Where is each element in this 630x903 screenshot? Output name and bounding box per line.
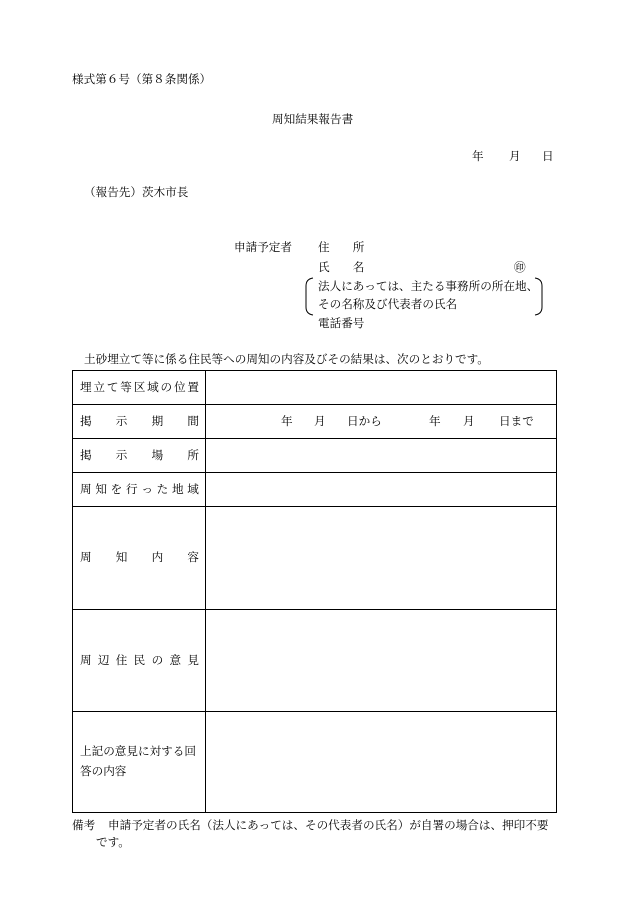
label-char: 区	[133, 380, 146, 394]
label-char: た	[156, 482, 169, 496]
table-row	[73, 439, 557, 473]
remarks-line1: 申請予定者の氏名（法人にあっては、その代表者の氏名）が自署の場合は、押印不要	[108, 819, 549, 832]
notified-area-label	[80, 483, 199, 497]
notified-area-value	[206, 473, 557, 507]
label-char: 位	[173, 380, 186, 394]
table-row	[73, 712, 557, 813]
resident-opinions-label	[80, 654, 199, 668]
label-char: 周	[80, 551, 92, 564]
notice-content-value	[206, 507, 557, 610]
period-to-day: 日まで	[499, 414, 534, 428]
label-char: 域	[147, 380, 159, 394]
document-title: 周知結果報告書	[272, 113, 354, 126]
label-char: 掲	[80, 448, 92, 462]
row-label-cell	[73, 371, 206, 405]
period-from-day: 日から	[347, 414, 382, 428]
right-bracket	[535, 278, 542, 315]
posting-place-label	[80, 449, 199, 463]
label-char: 周	[80, 482, 92, 496]
phone-label: 電話番号	[318, 317, 365, 330]
label-char: 行	[125, 482, 138, 496]
label-char: 意	[169, 653, 182, 667]
corp-note-line1: 法人にあっては、主たる事務所の所在地、	[318, 280, 539, 293]
table-row	[73, 371, 557, 405]
row-label-cell	[73, 712, 206, 813]
label-char: 示	[115, 448, 128, 462]
label-char: 知	[95, 482, 107, 496]
label-char: て	[106, 380, 119, 394]
label-char: 容	[187, 551, 199, 564]
label-char: 場	[151, 448, 164, 462]
table-row	[73, 405, 557, 439]
label-char: 見	[187, 653, 199, 667]
row-label-cell	[73, 610, 206, 712]
label-char: 間	[187, 414, 199, 428]
label-char: 期	[151, 414, 164, 428]
seal-mark: ㊞	[514, 261, 526, 274]
label-char: 埋	[80, 380, 92, 394]
corp-note-line2: その名称及び代表者の氏名	[318, 298, 458, 311]
label-char: 知	[115, 551, 128, 564]
label-char: っ	[141, 482, 153, 496]
period-to-year: 年	[429, 414, 441, 428]
label-char: 立	[93, 380, 106, 394]
location-value	[206, 371, 557, 405]
notice-content-label	[80, 551, 199, 565]
table-row	[73, 610, 557, 712]
posting-period-value	[206, 405, 557, 439]
row-label-cell	[73, 507, 206, 610]
row-label-cell	[73, 439, 206, 473]
date-day: 日	[542, 150, 554, 163]
label-char: 等	[120, 380, 132, 394]
label-char: 掲	[80, 414, 92, 428]
label-char: の	[151, 653, 164, 667]
label-char: 民	[133, 653, 146, 667]
label-char: 周	[80, 653, 92, 667]
label-char: を	[110, 482, 123, 496]
label-char: 域	[187, 482, 199, 496]
name-label: 氏 名	[318, 261, 365, 274]
form-number: 様式第６号（第８条関係）	[72, 73, 212, 86]
table-row	[73, 473, 557, 507]
row-label-cell	[73, 473, 206, 507]
label-char: 内	[151, 551, 164, 564]
posting-place-value	[206, 439, 557, 473]
remarks-line2: です。	[96, 836, 130, 849]
label-char: 置	[187, 380, 199, 394]
period-to-month: 月	[463, 414, 475, 428]
label-char: 所	[187, 448, 199, 462]
applicant-heading: 申請予定者	[234, 241, 292, 254]
row-label-cell	[73, 405, 206, 439]
remarks-label: 備考	[72, 819, 96, 832]
date-month: 月	[509, 150, 521, 163]
label-char: の	[160, 380, 173, 394]
response-content-label: 上記の意見に対する回答の内容	[80, 745, 196, 778]
date-year: 年	[472, 150, 484, 163]
period-from-year: 年	[281, 414, 293, 428]
period-from-month: 月	[314, 414, 326, 428]
label-char: 辺	[97, 653, 110, 667]
intro-text: 土砂埋立て等に係る住民等への周知の内容及びその結果は、次のとおりです。	[84, 353, 489, 366]
label-char: 住	[115, 653, 128, 667]
report-table	[72, 370, 557, 813]
left-bracket	[306, 278, 313, 315]
location-label	[80, 381, 199, 395]
label-char: 示	[115, 414, 128, 428]
table-row	[73, 507, 557, 610]
response-content-value	[206, 712, 557, 813]
address-label: 住 所	[318, 241, 365, 254]
posting-period-label	[80, 415, 199, 429]
addressee: （報告先）茨木市長	[84, 186, 189, 199]
resident-opinions-value	[206, 610, 557, 712]
label-char: 地	[171, 482, 184, 496]
